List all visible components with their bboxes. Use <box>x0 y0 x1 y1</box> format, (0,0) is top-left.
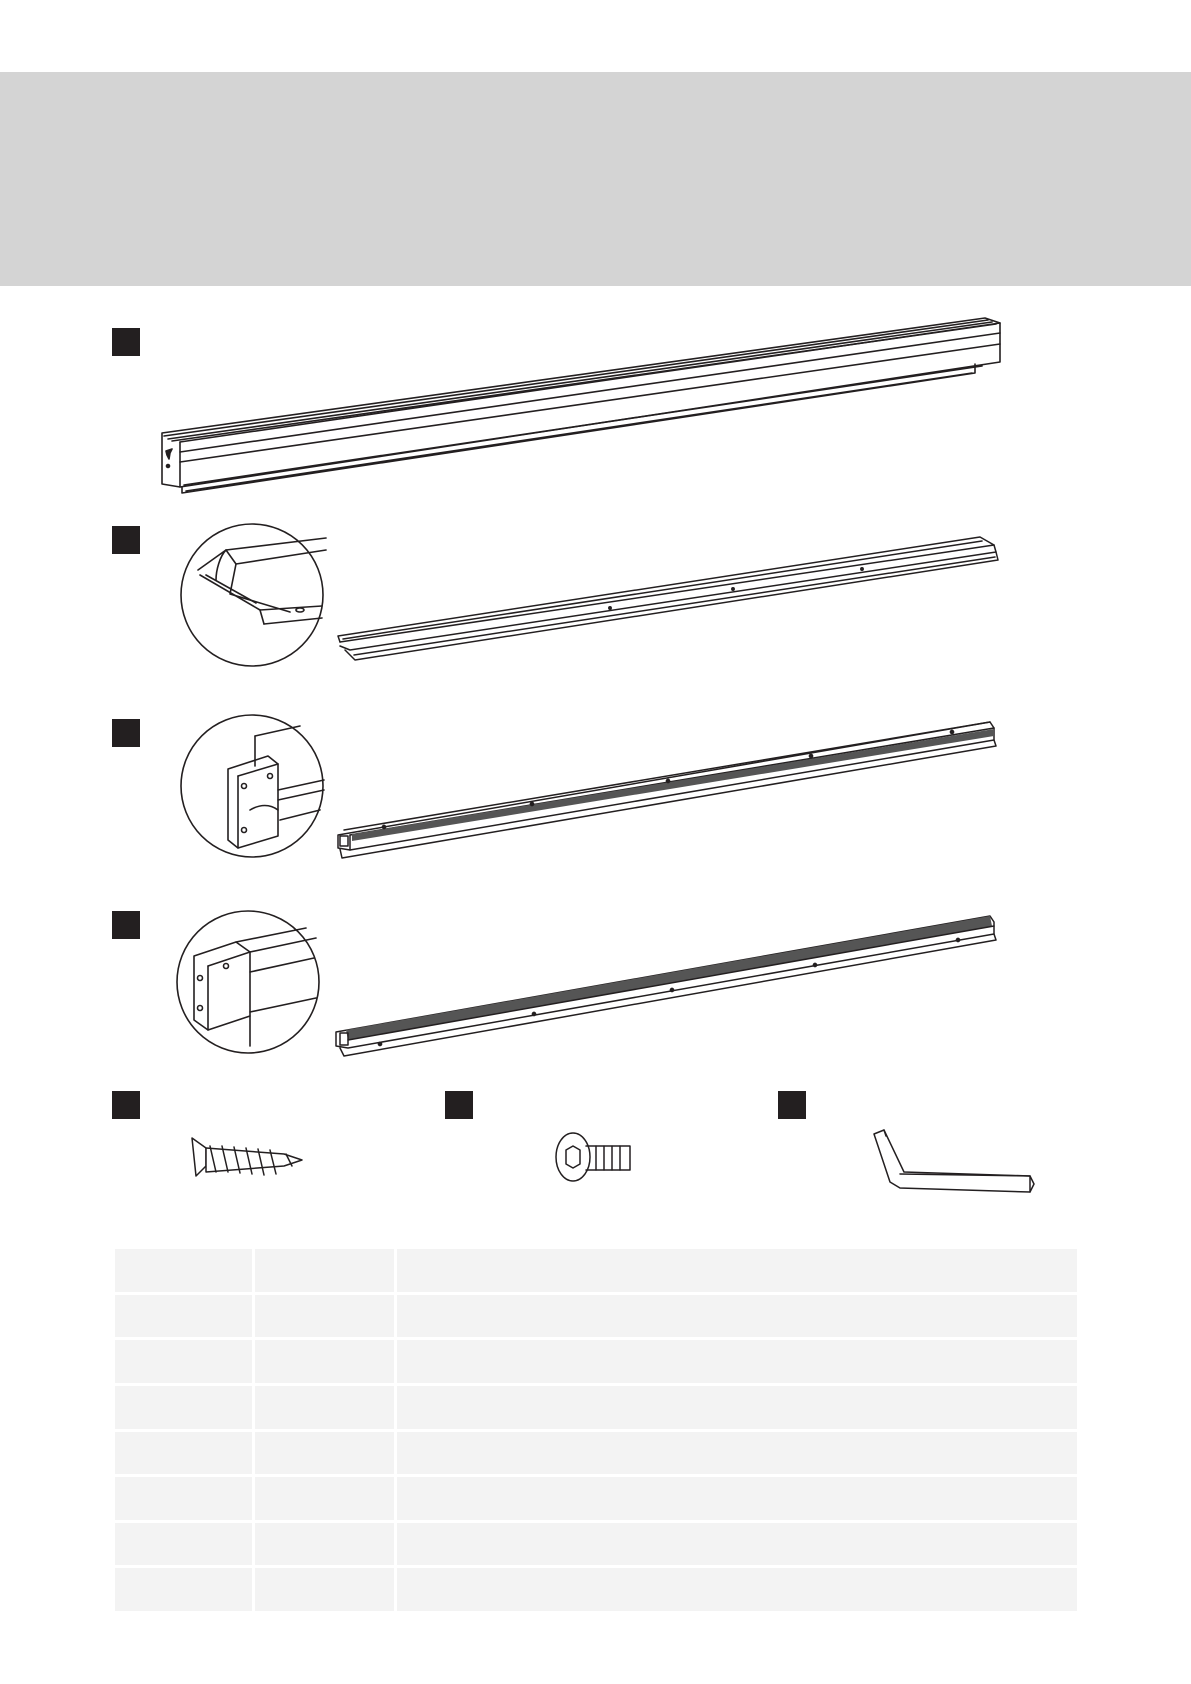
table-cell <box>255 1432 397 1478</box>
table-cell <box>255 1386 397 1432</box>
screw-icon <box>192 1138 302 1176</box>
allen-key-icon <box>874 1130 1034 1192</box>
table-cell <box>397 1340 1077 1386</box>
table-cell <box>255 1249 397 1295</box>
rail-profile-icon <box>162 318 1000 493</box>
table-cell <box>115 1249 255 1295</box>
table-cell <box>397 1477 1077 1523</box>
table-row <box>115 1340 1077 1386</box>
table-cell <box>397 1523 1077 1569</box>
table-row <box>115 1523 1077 1569</box>
table-row <box>115 1568 1077 1611</box>
brush-rail-detail-2-icon <box>177 911 319 1053</box>
hex-bolt-icon <box>556 1133 630 1181</box>
brush-rail-icon <box>338 722 996 858</box>
guide-rail-icon <box>338 537 998 660</box>
table-row <box>115 1386 1077 1432</box>
table-row <box>115 1249 1077 1295</box>
table-cell <box>397 1249 1077 1295</box>
parts-table-body <box>115 1249 1077 1611</box>
table-cell <box>255 1340 397 1386</box>
table-cell <box>115 1523 255 1569</box>
table-cell <box>115 1432 255 1478</box>
table-cell <box>115 1295 255 1341</box>
table-row <box>115 1432 1077 1478</box>
table-cell <box>397 1295 1077 1341</box>
table-cell <box>115 1340 255 1386</box>
table-cell <box>115 1477 255 1523</box>
table-cell <box>115 1386 255 1432</box>
table-cell <box>255 1568 397 1611</box>
table-cell <box>255 1295 397 1341</box>
table-cell <box>397 1432 1077 1478</box>
table-row <box>115 1477 1077 1523</box>
table-cell <box>255 1477 397 1523</box>
table-cell <box>115 1568 255 1611</box>
table-cell <box>397 1568 1077 1611</box>
table-cell <box>397 1386 1077 1432</box>
parts-table <box>115 1249 1077 1611</box>
table-row <box>115 1295 1077 1341</box>
brush-rail-detail-icon <box>181 715 324 857</box>
table-cell <box>255 1523 397 1569</box>
brush-rail-2-icon <box>336 916 996 1056</box>
guide-rail-detail-icon <box>181 524 326 666</box>
